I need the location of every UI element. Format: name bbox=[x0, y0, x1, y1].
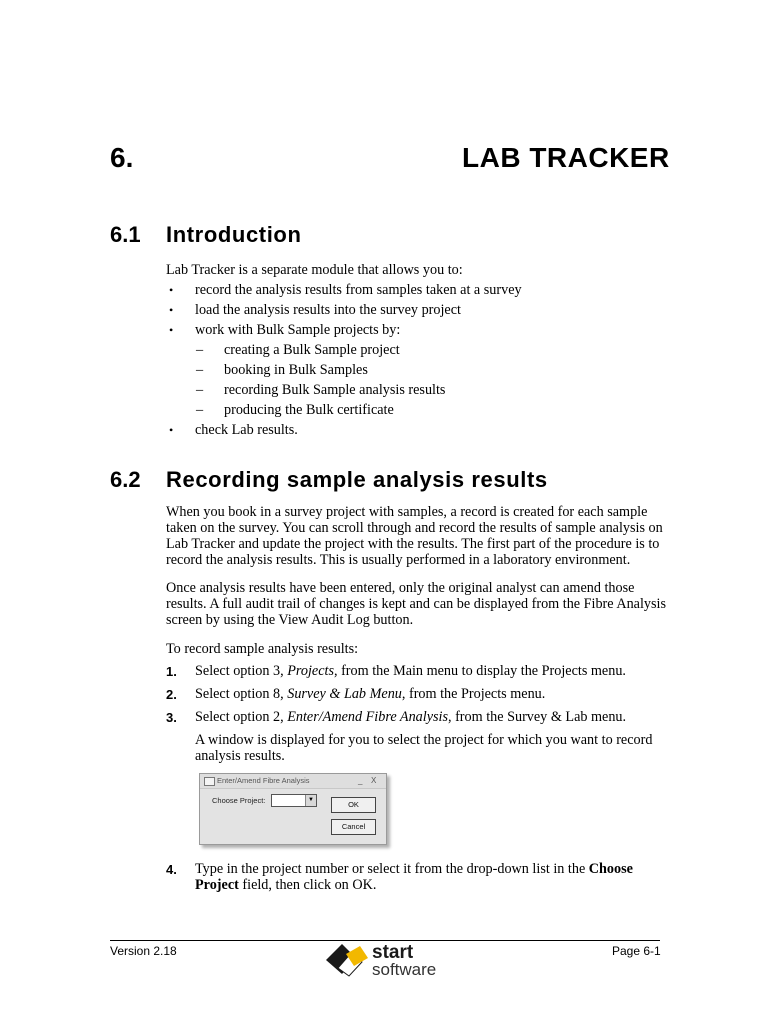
version-label: Version 2.18 bbox=[110, 944, 177, 958]
minimize-icon[interactable]: _ bbox=[358, 776, 363, 785]
chapter-number: 6. bbox=[110, 142, 134, 173]
bullet-item: record the analysis results from samples taken at a survey bbox=[195, 282, 522, 298]
paragraph: Once analysis results have been entered, only the original analyst can amend those results. A full audit trail of changes is kept and can be displayed from the Fibre Analysis screen by using the View Audit Log button. bbox=[166, 580, 667, 628]
bullet-symbol: • bbox=[169, 423, 174, 437]
dash-symbol: – bbox=[196, 402, 204, 418]
dash-symbol: – bbox=[196, 342, 204, 358]
field-name: Choose Project bbox=[195, 861, 633, 893]
page-number: Page 6-1 bbox=[612, 944, 661, 958]
bullet-symbol: • bbox=[169, 323, 174, 337]
dialog-title: Enter/Amend Fibre Analysis bbox=[217, 776, 310, 785]
sub-bullet-item: recording Bulk Sample analysis results bbox=[224, 382, 446, 398]
enter-amend-fibre-analysis-dialog bbox=[199, 773, 387, 845]
section-number: 6.1 bbox=[110, 222, 141, 247]
ok-button[interactable]: OK bbox=[331, 797, 376, 813]
paragraph: When you book in a survey project with samples, a record is created for each sample taken on the survey. You can scroll through and record the results of sample analysis on Lab Tracker and update the project with the results. The first part of the procedure is to record the analysis results. This is usually performed in a laboratory environment. bbox=[166, 504, 663, 568]
menu-option-name: Projects bbox=[287, 663, 334, 679]
step-text: Select option 2, Enter/Amend Fibre Analysis, from the Survey & Lab menu. bbox=[195, 709, 627, 725]
cancel-button[interactable]: Cancel bbox=[331, 819, 376, 835]
section-title: Recording sample analysis results bbox=[166, 467, 548, 492]
bullet-item: load the analysis results into the survey project bbox=[195, 302, 461, 318]
close-icon[interactable]: X bbox=[371, 776, 377, 785]
sub-bullet-item: creating a Bulk Sample project bbox=[224, 342, 400, 358]
dialog-titlebar bbox=[200, 774, 386, 789]
dash-symbol: – bbox=[196, 382, 204, 398]
step-number: 2. bbox=[166, 687, 177, 702]
start-software-logo bbox=[322, 938, 452, 985]
step-text: Select option 3, Projects, from the Main menu to display the Projects menu. bbox=[195, 663, 626, 679]
section-number: 6.2 bbox=[110, 467, 141, 492]
chapter-title: LAB TRACKER bbox=[462, 142, 670, 173]
step-text: Select option 8, Survey & Lab Menu, from the Projects menu. bbox=[195, 686, 546, 702]
menu-option-name: Enter/Amend Fibre Analysis bbox=[287, 709, 448, 725]
choose-project-label: Choose Project: bbox=[212, 796, 266, 805]
step-number: 4. bbox=[166, 862, 177, 877]
step-number: 3. bbox=[166, 710, 177, 725]
step-text: Type in the project number or select it from the drop-down list in the Choose Project field, then click on OK. bbox=[195, 861, 633, 893]
bullet-item: check Lab results. bbox=[195, 422, 298, 438]
logo-graphic bbox=[322, 938, 452, 980]
dash-symbol: – bbox=[196, 362, 204, 378]
choose-project-dropdown[interactable] bbox=[271, 794, 317, 807]
bullet-symbol: • bbox=[169, 303, 174, 317]
section-title: Introduction bbox=[166, 222, 302, 247]
bullet-symbol: • bbox=[169, 283, 174, 297]
window-icon bbox=[204, 777, 215, 786]
paragraph: To record sample analysis results: bbox=[166, 641, 359, 657]
chevron-down-icon[interactable]: ▼ bbox=[305, 795, 316, 806]
logo-word-start: start bbox=[372, 942, 414, 963]
logo-word-software: software bbox=[372, 960, 437, 979]
sub-bullet-item: booking in Bulk Samples bbox=[224, 362, 368, 378]
sub-bullet-item: producing the Bulk certificate bbox=[224, 402, 394, 418]
intro-text: Lab Tracker is a separate module that allows you to: bbox=[166, 262, 463, 278]
step-number: 1. bbox=[166, 664, 177, 679]
bullet-item: work with Bulk Sample projects by: bbox=[195, 322, 401, 338]
step-note: A window is displayed for you to select the project for which you want to record analysis results. bbox=[195, 732, 653, 764]
menu-option-name: Survey & Lab Menu bbox=[287, 686, 402, 702]
